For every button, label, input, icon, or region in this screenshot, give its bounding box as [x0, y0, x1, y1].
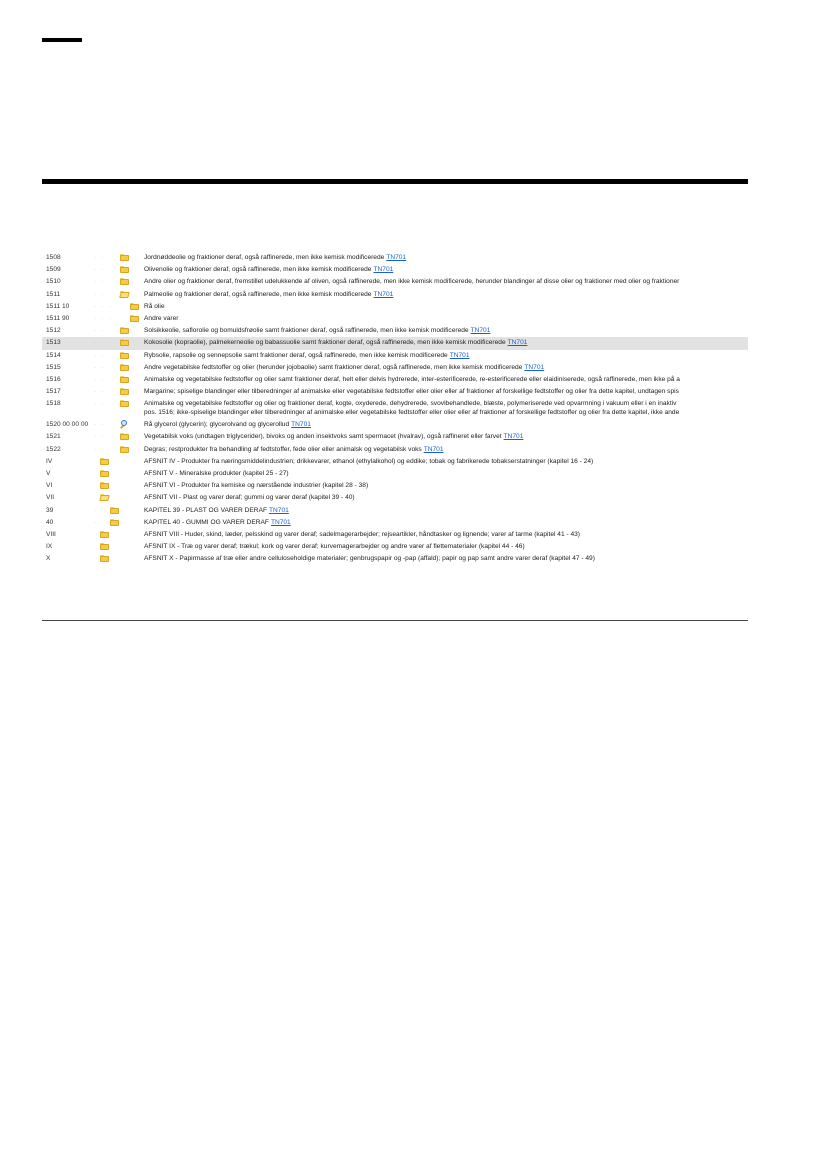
folder-icon[interactable]: [120, 254, 129, 261]
tree-row[interactable]: [42, 480, 748, 492]
tree-indent-guide: · ·: [94, 446, 106, 453]
folder-icon[interactable]: [120, 446, 129, 453]
tree-indent-guide: · ·: [94, 352, 106, 359]
tree-row-description: [144, 517, 748, 529]
folder-icon[interactable]: [100, 458, 109, 465]
tree-indent-guide: · ·: [94, 340, 106, 347]
tree-row[interactable]: [42, 252, 748, 264]
folder-icon[interactable]: [110, 519, 119, 526]
tree-row-code: 1513: [46, 339, 61, 347]
tree-row-description: [144, 505, 748, 517]
note-link[interactable]: TN701: [386, 254, 407, 261]
tree-row[interactable]: [42, 456, 748, 468]
tree-row-code: X: [46, 555, 51, 563]
tree-row[interactable]: [42, 553, 748, 565]
description-text: Palmeolie og fraktioner deraf, også raffinerede, men ikke kemisk modificerede: [144, 290, 372, 298]
tree-row-code: 1521: [46, 433, 61, 441]
tree-row-code: 1511 10: [46, 302, 70, 310]
tree-row-code: VIII: [46, 530, 56, 538]
description-text: Jordnøddeolie og fraktioner deraf, også raffinerede, men ikke kemisk modificerede: [144, 254, 385, 261]
tree-row-description: [144, 374, 748, 386]
tree-row-code: 1517: [46, 388, 61, 396]
note-link[interactable]: TN701: [373, 266, 394, 274]
tree-row-code: IV: [46, 457, 53, 465]
description-text: AFSNIT VII - Plast og varer deraf; gummi og varer deraf (kapitel 39 - 40): [144, 494, 355, 502]
tree-indent-guide: · ·: [94, 422, 106, 429]
tree-row[interactable]: [42, 276, 748, 288]
description-text: Degras; restprodukter fra behandling af fedtstoffer, fede olier eller animalsk og vegetabilsk voks: [144, 445, 422, 453]
tree-indent-guide: · ·: [94, 267, 106, 274]
tree-row-description: [144, 431, 748, 443]
folder-icon[interactable]: [120, 433, 129, 440]
tree-row-description: [144, 480, 748, 492]
tree-indent-guide: · ·: [94, 328, 106, 335]
tree-row-description: [144, 350, 748, 362]
tree-row-description: [144, 492, 748, 504]
tree-row-code: 1514: [46, 351, 61, 359]
tree-row[interactable]: [42, 325, 748, 337]
tree-indent-guide: · · ·: [94, 315, 114, 322]
note-link[interactable]: TN701: [503, 433, 524, 441]
folder-icon[interactable]: [120, 327, 129, 334]
tree-row[interactable]: [42, 444, 748, 456]
description-text: Rybsolie, rapsolie og sennepsolie samt fraktioner deraf, også raffinerede, men ikke kemisk modificerede: [144, 351, 448, 359]
tree-row[interactable]: [42, 313, 748, 325]
tariff-tree: [42, 252, 748, 566]
tree-row-description: [144, 541, 748, 553]
description-text: Margarine; spiselige blandinger eller tilberedninger af animalske eller vegetabilske fedtstoffer eller olier eller af fraktioner af forskellige fedtstoffer og olier fra dette kapitel, undtagen spis: [144, 388, 679, 396]
tree-row-code: 1510: [46, 278, 61, 286]
description-text: AFSNIT VI - Produkter fra kemiske og nærstående industrier (kapitel 28 - 38): [144, 482, 369, 490]
tree-row-code: 1522: [46, 445, 61, 453]
folder-icon[interactable]: [100, 470, 109, 477]
folder-icon[interactable]: [100, 555, 109, 562]
tree-row-description: [144, 325, 748, 337]
description-text: AFSNIT IX - Træ og varer deraf; trækul; kork og varer deraf; kurvemagerarbejder og andre varer af flettematerialer (kapitel 44 - 46): [144, 543, 525, 551]
tree-row-description: [144, 264, 748, 276]
folder-icon[interactable]: [100, 531, 109, 538]
tree-row-description: [144, 276, 748, 288]
tree-row-code: 1515: [46, 363, 61, 371]
note-link[interactable]: TN701: [269, 506, 289, 514]
description-text: KAPITEL 39 - PLAST OG VARER DERAF: [144, 506, 267, 514]
tree-row-description: [144, 386, 748, 398]
description-text: Rå glycerol (glycerin); glycerolvand og glycerollud: [144, 421, 290, 429]
note-link[interactable]: TN701: [449, 351, 470, 359]
tree-row-code: 1518: [46, 400, 61, 408]
tree-row[interactable]: [42, 362, 748, 374]
description-text: Solsikkeolie, saflorolie og bomuldsfrøolie samt fraktioner deraf, også raffinerede, men ikke kemisk modificerede: [144, 327, 469, 335]
tree-row-description: [144, 444, 748, 456]
tree-row-description: [144, 456, 748, 468]
tree-row-code: VI: [46, 482, 53, 490]
tree-row[interactable]: [42, 419, 748, 431]
description-text: AFSNIT X - Papirmasse af træ eller andre celluloseholdige materialer; genbrugspapir og -pap (affald); papir og pap samt andre varer deraf (kapitel 47 - 49): [144, 555, 595, 563]
tree-row[interactable]: [42, 386, 748, 398]
search-icon[interactable]: [120, 421, 129, 428]
tree-indent-guide: · ·: [94, 401, 106, 408]
description-text: Andre vegetabilske fedtstoffer og olier (herunder jojobaolie) samt fraktioner deraf, også raffinerede, men ikke kemisk modificerede: [144, 363, 523, 371]
description-text: Andre olier og fraktioner deraf, fremstillet udelukkende af oliven, også raffinerede, men ikke kemisk modificerede, herunder blandinger af disse olier og fraktioner med olier og fraktioner: [144, 278, 680, 286]
tree-row-description: [144, 337, 748, 349]
tree-row-code: 1512: [46, 327, 61, 335]
tree-row-code: 1508: [46, 254, 61, 261]
tree-indent-guide: · ·: [94, 255, 106, 261]
description-text: Rå olie: [144, 302, 165, 310]
description-text: Animalske og vegetabilske fedtstoffer og olier samt fraktioner deraf, helt eller delvis hydrerede, inter-esterificerede, re-esterificerede eller elaidiniserede, også raffinerede, men ikke på a: [144, 375, 680, 383]
tree-row-description: [144, 419, 748, 431]
tree-row[interactable]: [42, 264, 748, 276]
header-divider: [42, 179, 748, 184]
tree-row[interactable]: [42, 505, 748, 517]
tree-row-description: [144, 313, 748, 325]
description-text: AFSNIT IV - Produkter fra næringsmiddelindustrien; drikkevarer, ethanol (ethylalkohol) og eddike; tobak og fabrikerede tobakserstatninger (kapitel 16 - 24): [144, 457, 594, 465]
folder-icon[interactable]: [110, 507, 119, 514]
folder-open-icon[interactable]: [120, 291, 129, 298]
tree-row[interactable]: [42, 431, 748, 443]
tree-indent-guide: · ·: [94, 364, 106, 371]
tree-row-description: [144, 252, 748, 264]
tree-row-description: [144, 553, 748, 565]
tree-indent-guide: ·: [94, 519, 98, 526]
tree-row-description: [144, 289, 748, 301]
note-link[interactable]: TN701: [270, 518, 291, 526]
header-dash-mark: [42, 38, 82, 42]
description-text: AFSNIT V - Mineralske produkter (kapitel 25 - 27): [144, 470, 289, 477]
note-link[interactable]: TN701: [470, 327, 491, 335]
tree-indent-guide: · ·: [94, 389, 106, 396]
description-text: Andre varer: [144, 314, 179, 322]
folder-icon[interactable]: [100, 482, 109, 489]
tree-row[interactable]: [42, 517, 748, 529]
tree-row-code: VII: [46, 494, 55, 502]
tree-row-description: [144, 399, 748, 417]
tree-row[interactable]: [42, 301, 748, 313]
tree-row-code: 1511 90: [46, 314, 70, 322]
tree-row-description: [144, 362, 748, 374]
note-link[interactable]: TN701: [423, 445, 444, 453]
note-link[interactable]: TN701: [291, 421, 311, 429]
tree-row[interactable]: [42, 492, 748, 504]
tree-indent-guide: ·: [94, 507, 98, 514]
note-link[interactable]: TN701: [507, 339, 528, 347]
description-line: Animalske og vegetabilske fedtstoffer og olier og fraktioner deraf, kogte, oxyderede, dehydrerede, svovlbehandlede, blæste, polymeriserede ved opvarmning i vakuum eller i en inaktiv: [144, 400, 677, 408]
folder-icon[interactable]: [120, 376, 129, 383]
tree-row-code: 1520 00 00 00: [46, 421, 89, 429]
tree-row[interactable]: [42, 350, 748, 362]
tree-row[interactable]: [42, 398, 748, 419]
tree-row[interactable]: [42, 468, 748, 480]
tree-indent-guide: · ·: [94, 279, 106, 286]
description-text: Kokosolie (kopraolie), palmekerneolie og babassuolie samt fraktioner deraf, også raffinerede, men ikke kemisk modificerede: [144, 339, 506, 347]
tree-row[interactable]: [42, 541, 748, 553]
footer-divider: [42, 620, 748, 621]
tree-row[interactable]: [42, 337, 748, 349]
tree-row-code: 39: [46, 506, 54, 514]
folder-icon[interactable]: [130, 303, 139, 310]
tree-row-code: 40: [46, 518, 54, 526]
folder-icon[interactable]: [100, 543, 109, 550]
tree-indent-guide: · ·: [94, 434, 106, 441]
tree-row-code: V: [46, 470, 51, 477]
description-text: KAPITEL 40 - GUMMI OG VARER DERAF: [144, 518, 269, 526]
folder-icon[interactable]: [120, 278, 129, 285]
tree-row-code: 1516: [46, 375, 61, 383]
folder-icon[interactable]: [130, 315, 139, 322]
tree-row-description: [144, 301, 748, 313]
tree-row[interactable]: [42, 289, 748, 301]
tree-indent-guide: · ·: [94, 291, 106, 298]
tree-row[interactable]: [42, 374, 748, 386]
folder-icon[interactable]: [120, 400, 129, 407]
tree-row-code: IX: [46, 543, 53, 551]
note-link[interactable]: TN701: [373, 290, 394, 298]
description-text: AFSNIT VIII - Huder, skind, læder, pelsskind og varer deraf; sadelmagerarbejder; rejseartikler, håndtasker og lignende; varer af tarme (kapitel 41 - 43): [144, 530, 581, 538]
description-text: Vegetabilsk voks (undtagen triglycerider), bivoks og anden insektvoks samt spermacet (hvalrav), også raffineret eller farvet: [144, 433, 502, 441]
description-text: Olivenolie og fraktioner deraf, også raffinerede, men ikke kemisk modificerede: [144, 266, 372, 274]
tree-row-description: [144, 468, 748, 480]
folder-icon[interactable]: [120, 266, 129, 273]
folder-icon[interactable]: [120, 364, 129, 371]
note-link[interactable]: TN701: [524, 363, 545, 371]
tree-indent-guide: · · ·: [94, 303, 114, 310]
folder-open-icon[interactable]: [100, 494, 109, 501]
folder-icon[interactable]: [120, 388, 129, 395]
tree-row-code: 1509: [46, 266, 61, 274]
tree-indent-guide: · ·: [94, 376, 106, 383]
folder-icon[interactable]: [120, 352, 129, 359]
tree-row[interactable]: [42, 529, 748, 541]
folder-icon[interactable]: [120, 339, 129, 346]
description-line: pos. 1516; ikke-spiselige blandinger eller tilberedninger af animalske eller vegetabilske fedtstoffer eller olier eller af fraktioner af forskellige fedtstoffer og olier fra dette kapitel, ikke ande: [144, 409, 680, 417]
tree-row-code: 1511: [46, 290, 61, 298]
tree-row-description: [144, 529, 748, 541]
